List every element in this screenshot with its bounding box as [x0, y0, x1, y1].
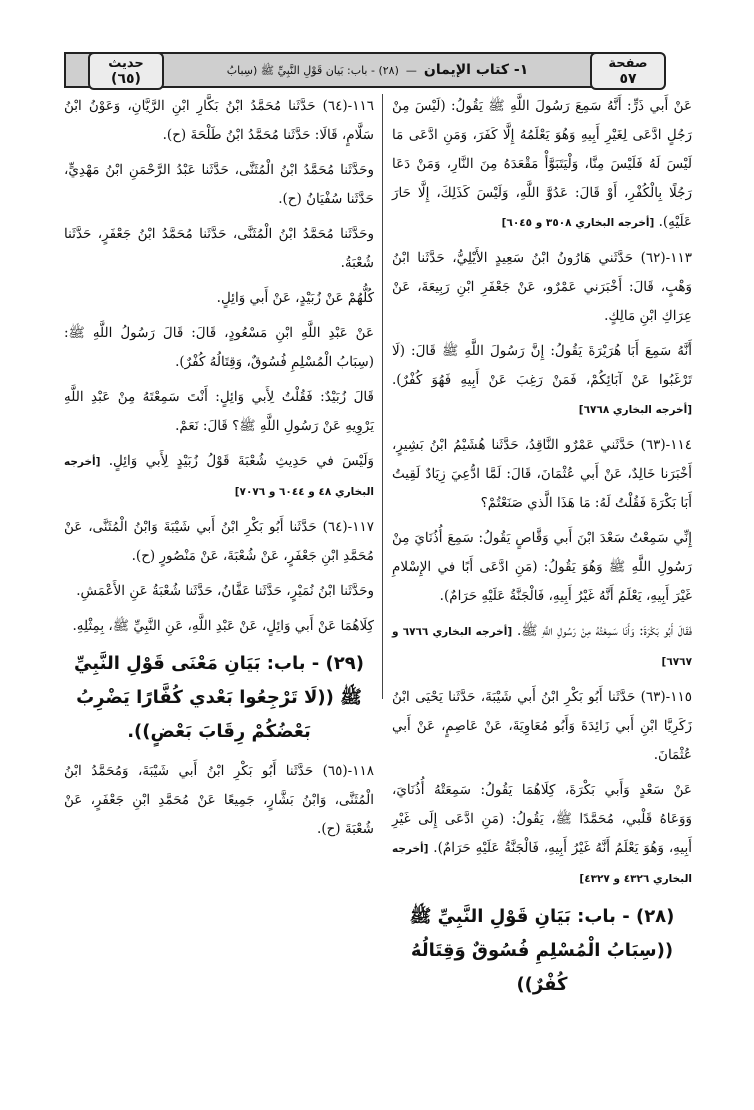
source-reference: [أخرجه البخاري ٦٧٦٦ و ٦٧٦٧] [392, 626, 692, 668]
hadith-label: حديث [108, 56, 144, 71]
page-label: صفحة [608, 56, 648, 71]
book-title: ١- كتاب الإيمان [423, 62, 529, 78]
text-paragraph: إِنِّي سَمِعْتُ سَعْدَ ابْنَ أَبي وَقَّاصٍ يَقُولُ: سَمِعَ أُذُنَايَ مِنْ رَسُولِ اللَّهِ ﷺ وَهُوَ يَقُولُ: (مَنِ ادَّعَى أَبًا في الإِسْلامِ غَيْرَ أَبِيهِ، يَعْلَمُ أَنَّهُ غَيْرُ أَبِيهِ، فَالْجَنَّةُ عَلَيْهِ حَرَامٌ). [392, 530, 692, 604]
source-reference: [أخرجه البخاري ٤٣٢٦ و ٤٣٢٧] [392, 843, 692, 885]
text-paragraph: عَنْ سَعْدٍ وَأَبي بَكْرَةَ، كِلَاهُمَا يَقُولُ: سَمِعَتْهُ أُذُنَايَ، وَوَعَاهُ قَلْبي، مُحَمَّدًا ﷺ، يَقُولُ: (مَنِ ادَّعَى إِلَى غَيْرِ أَبِيهِ، وَهُوَ يَعْلَمُ أَنَّهُ غَيْرُ أَبِيهِ، فَالْجَنَّةُ عَلَيْهِ حَرَامٌ). [أخرجه البخاري ٤٣٢٦ و ٤٣٢٧] [392, 782, 692, 885]
hadith-number-box [88, 52, 164, 90]
hadith-number: (٦٥) [111, 71, 141, 87]
text-paragraph: قَالَ زُبَيْدٌ: فَقُلْتُ لِأَبي وَائِلٍ: أَنْتَ سَمِعْتَهُ مِنْ عَبْدِ اللَّهِ يَرْوِيهِ عَنْ رَسُولِ اللَّهِ ﷺ؟ قَالَ: نَعَمْ. [64, 389, 374, 434]
text-paragraph: فَقَالَ أَبُو بَكْرَةَ: وَأَنَا سَمِعْتُهُ مِنْ رَسُولِ اللَّهِ ﷺ. [أخرجه البخاري ٦٧٦٦ و ٦٧٦٧] [392, 623, 693, 668]
text-paragraph: ١١٣-(٦٢) حَدَّثَني هَارُونُ ابْنُ سَعِيدٍ الأَيْلِيُّ، حَدَّثَنا ابْنُ وَهْبٍ، قَالَ: أَخْبَرَني عَمْرٌو، عَنْ جَعْفَرِ ابْنِ رَبِيعَةَ، عَنْ عِرَاكِ ابْنِ مَالِكٍ. [392, 250, 692, 324]
left-column [64, 92, 374, 850]
text-paragraph: وحَدَّثَنا ابْنُ نُمَيْرٍ، حَدَّثَنا عَفَّانُ، حَدَّثَنا شُعْبَةُ عَنِ الأَعْمَشِ. [76, 583, 374, 599]
column-divider [382, 94, 383, 699]
source-reference: [أخرجه البخاري ٦٧٦٨] [578, 404, 692, 416]
text-paragraph: وَلَيْسَ في حَدِيثِ شُعْبَةَ قَوْلُ زُبَيْدٍ لِأَبي وَائِلٍ. [أخرجه البخاري ٤٨ و ٦٠٤٤ و ٧٠٧٦] [64, 453, 374, 498]
text-paragraph: أَنَّهُ سَمِعَ أَبَا هُرَيْرَةَ يَقُولُ: إِنَّ رَسُولَ اللَّهِ ﷺ قَالَ: (لَا تَرْغَبُوا عَنْ آبَائِكُمْ، فَمَنْ رَغِبَ عَنْ أَبِيهِ فَهُوَ كُفْرٌ). [أخرجه البخاري ٦٧٦٨] [392, 343, 692, 416]
text-paragraph: ١١٦-(٦٤) حَدَّثَنا مُحَمَّدُ ابْنُ بَكَّارِ ابْنِ الرَّيَّانِ، وَعَوْنُ ابْنُ سَلَّامٍ، قَالَا: حَدَّثَنا مُحَمَّدُ ابْنُ طَلْحَةَ (ح). [64, 98, 374, 143]
text-paragraph: وحَدَّثَنا مُحَمَّدُ ابْنُ الْمُثَنَّى، حَدَّثَنا عَبْدُ الرَّحْمَنِ ابْنُ مَهْدِيٍّ، حَدَّثَنا سُفْيَانُ (ح). [64, 162, 374, 207]
text-paragraph: كِلَاهُمَا عَنْ أَبي وَائِلٍ، عَنْ عَبْدِ اللَّهِ، عَنِ النَّبِيِّ ﷺ، بِمِثْلِهِ. [72, 618, 374, 634]
source-reference: [أخرجه البخاري ٤٨ و ٦٠٤٤ و ٧٠٧٦] [64, 456, 374, 498]
text-paragraph: ١١٨-(٦٥) حَدَّثَنا أَبُو بَكْرِ ابْنُ أَبي شَيْبَةَ، وَمُحَمَّدُ ابْنُ الْمُثَنَّى، وَابْنُ بَشَّارٍ، جَمِيعًا عَنْ مُحَمَّدِ ابْنِ جَعْفَرٍ، عَنْ شُعْبَةَ (ح). [64, 763, 374, 837]
chapter-heading: (٢٩) - باب: بَيَانِ مَعْنَى قَوْلِ النَّبِيِّ ﷺ ((لَا تَرْجِعُوا بَعْدي كُفَّارًا يَضْرِبُ بَعْضُكُمْ رِقَابَ بَعْضٍ)). [74, 653, 364, 742]
text-paragraph: عَنْ أَبي ذَرٍّ: أَنَّهُ سَمِعَ رَسُولَ اللَّهِ ﷺ يَقُولُ: (لَيْسَ مِنْ رَجُلٍ ادَّعَى لِغَيْرِ أَبِيهِ وَهُوَ يَعْلَمُهُ إِلَّا كَفَرَ، وَمَنِ ادَّعَى مَا لَيْسَ لَهُ فَلَيْسَ مِنَّا، وَلْيَتَبَوَّأْ مَقْعَدَهُ مِنَ النَّارِ، وَمَنْ دَعَا رَجُلًا بِالْكُفْرِ، أَوْ قَالَ: عَدُوَّ اللَّهِ، وَلَيْسَ كَذَلِكَ، إِلَّا حَارَ عَلَيْهِ). [أخرجه البخاري ٣٥٠٨ و ٦٠٤٥] [392, 98, 692, 230]
page-number: ٥٧ [619, 71, 637, 87]
text-paragraph: كُلُّهُمْ عَنْ زُبَيْدٍ، عَنْ أَبي وَائِلٍ. [216, 290, 374, 306]
text-paragraph: وحَدَّثَنا مُحَمَّدُ ابْنُ الْمُثَنَّى، حَدَّثَنا مُحَمَّدُ ابْنُ جَعْفَرٍ، حَدَّثَنا شُعْبَةُ. [64, 226, 374, 271]
chapter-title: (٢٨) - باب: بَيان قَوْلِ النَّبِيِّ ﷺ (سِبابُ [226, 64, 399, 77]
running-header-title: ١- كتاب الإيمان — (٢٨) - باب: بَيان قَوْلِ النَّبِيِّ ﷺ (سِبابُ [226, 62, 529, 78]
text-paragraph: عَنْ عَبْدِ اللَّهِ ابْنِ مَسْعُودٍ، قَالَ: قَالَ رَسُولُ اللَّهِ ﷺ: (سِبَابُ الْمُسْلِمِ فُسُوقٌ، وَقِتَالُهُ كُفْرٌ). [64, 325, 374, 370]
chapter-heading: (٢٨) - باب: بَيَانِ قَوْلِ النَّبِيِّ ﷺ ((سِبَابُ الْمُسْلِمِ فُسُوقٌ وَقِتَالُهُ كُفْرٌ)) [409, 906, 675, 995]
right-column [392, 92, 692, 1010]
text-paragraph: ١١٧-(٦٤) حَدَّثَنا أَبُو بَكْرِ ابْنُ أَبي شَيْبَةَ وَابْنُ الْمُثَنَّى، عَنْ مُحَمَّدِ ابْنِ جَعْفَرٍ، عَنْ شُعْبَةَ، عَنْ مَنْصُورٍ (ح). [64, 519, 374, 564]
source-reference: [أخرجه البخاري ٣٥٠٨ و ٦٠٤٥] [501, 217, 655, 229]
text-paragraph: ١١٥-(٦٣) حَدَّثَنا أَبُو بَكْرِ ابْنُ أَبي شَيْبَةَ، حَدَّثَنا يَحْيَى ابْنُ زَكَرِيَّا ابْنِ أَبي زَائِدَةَ وَأَبُو مُعَاوِيَةَ، عَنْ عَاصِمٍ، عَنْ أَبي عُثْمَانَ. [392, 689, 692, 763]
text-paragraph: ١١٤-(٦٣) حَدَّثَني عَمْرٌو النَّاقِدُ، حَدَّثَنا هُشَيْمُ ابْنُ بَشِيرٍ، أَخْبَرَنا خَالِدٌ، عَنْ أَبي عُثْمَانَ، قَالَ: لَمَّا ادُّعِيَ زِيَادٌ لَقِيتُ أَبَا بَكْرَةَ فَقُلْتُ لَهُ: مَا هَذَا الَّذي صَنَعْتُمْ؟ [392, 437, 692, 511]
page-number-box [590, 52, 666, 90]
